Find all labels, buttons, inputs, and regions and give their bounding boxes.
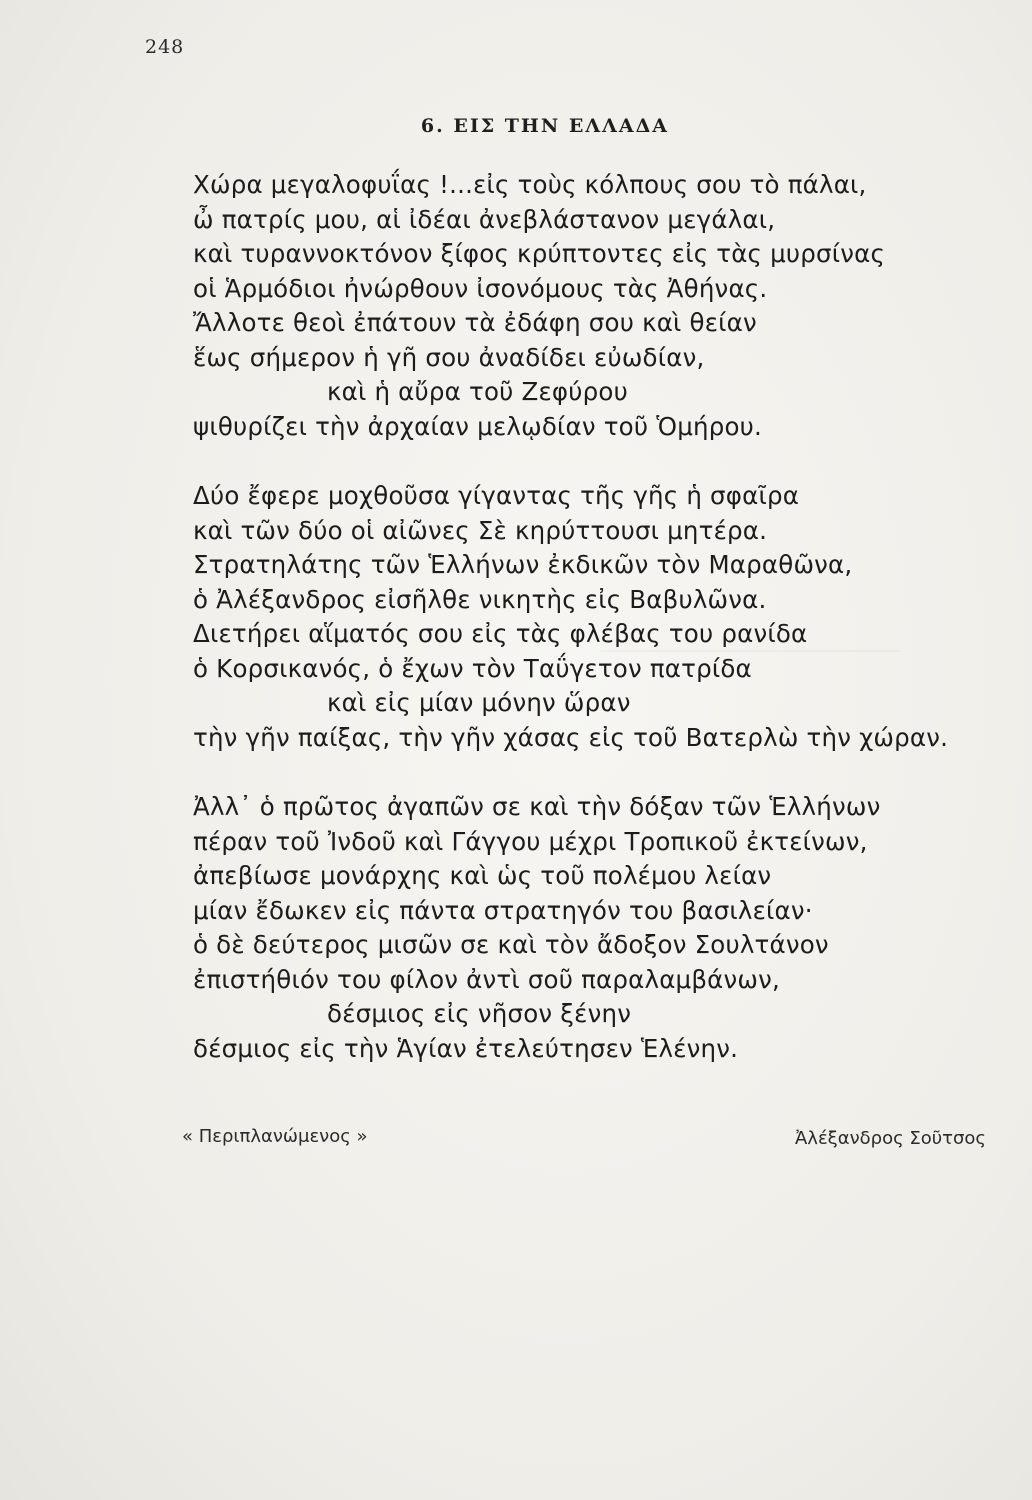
poem-line-indented: καὶ ἡ αὔρα τοῦ Ζεφύρου (327, 377, 628, 406)
poem-line: οἱ Ἁρμόδιοι ἠνώρθουν ἰσονόμους τὰς Ἀθήνας. (193, 273, 768, 303)
poem-line-indented: δέσμιος εἰς νῆσον ξένην (327, 999, 632, 1028)
poem-line: ὁ δὲ δεύτερος μισῶν σε καὶ τὸν ἄδοξον Σουλτάνον (193, 930, 829, 959)
stanza (193, 168, 983, 444)
poem-line-indented: καὶ εἰς μίαν μόνην ὥραν (327, 688, 631, 717)
poem-line: τὴν γῆν παίξας, τὴν γῆν χάσας εἰς τοῦ Βατερλὼ τὴν χώραν. (193, 722, 949, 752)
poem-line: Ἄλλοτε θεοὶ ἐπάτουν τὰ ἐδάφη σου καὶ θείαν (193, 308, 757, 337)
poem-line: μίαν ἔδωκεν εἰς πάντα στρατηγόν του βασιλείαν· (193, 895, 813, 925)
poem-body (193, 168, 983, 1066)
poem-line: ἕως σήμερον ἡ γῆ σου ἀναδίδει εὐωδίαν, (193, 342, 705, 372)
poem-line: Στρατηλάτης τῶν Ἑλλήνων ἐκδικῶν τὸν Μαραθῶνα, (193, 550, 853, 579)
page-number: 248 (145, 36, 185, 58)
poem-line: Χώρα μεγαλοφυΐας !...εἰς τοὺς κόλπους σου τὸ πάλαι, (193, 170, 867, 199)
poem-line: καὶ τυραννοκτόνον ξίφος κρύπτοντες εἰς τὰς μυρσίνας (193, 239, 886, 268)
poem-line: καὶ τῶν δύο οἱ αἰῶνες Σὲ κηρύττουσι μητέρα. (193, 515, 768, 545)
poem-line: πέραν τοῦ Ἰνδοῦ καὶ Γάγγου μέχρι Τροπικοῦ ἐκτείνων, (193, 826, 868, 856)
poem-line: Δύο ἔφερε μοχθοῦσα γίγαντας τῆς γῆς ἡ σφαῖρα (193, 481, 800, 510)
poem-line: δέσμιος εἰς τὴν Ἁγίαν ἐτελεύτησεν Ἑλένην. (193, 1033, 739, 1063)
poem-title: 6. ΕΙΣ ΤΗΝ ΕΛΛΑΔΑ (420, 115, 670, 137)
stanza (193, 479, 983, 755)
poem-line: Διετήρει αἵματός σου εἰς τὰς φλέβας του ρανίδα (193, 619, 808, 648)
stanza-break (193, 444, 983, 479)
poem-line: Ἀλλ᾽ ὁ πρῶτος ἀγαπῶν σε καὶ τὴν δόξαν τῶν Ἑλλήνων (193, 792, 881, 821)
poem-line: ὁ Ἀλέξανδρος εἰσῆλθε νικητὴς εἰς Βαβυλῶνα. (193, 584, 767, 614)
poem-line: ἐπιστήθιόν του φίλον ἀντὶ σοῦ παραλαμβάνων, (193, 964, 780, 994)
stanza-break (193, 755, 983, 790)
poem-line: ψιθυρίζει τὴν ἀρχαίαν μελῳδίαν τοῦ Ὁμήρου. (193, 411, 763, 441)
poem-line: ὁ Κορσικανός, ὁ ἔχων τὸν Ταΰγετον πατρίδα (193, 653, 752, 683)
author-attribution: Ἀλέξανδρος Σοῦτσος (794, 1128, 986, 1149)
poem-line: ὦ πατρίς μου, αἱ ἰδέαι ἀνεβλάστανον μεγάλαι, (193, 204, 776, 234)
poem-line: ἀπεβίωσε μονάρχης καὶ ὡς τοῦ πολέμου λείαν (193, 861, 772, 890)
source-attribution: « Περιπλανώμενος » (182, 1126, 368, 1147)
stanza (193, 790, 983, 1066)
